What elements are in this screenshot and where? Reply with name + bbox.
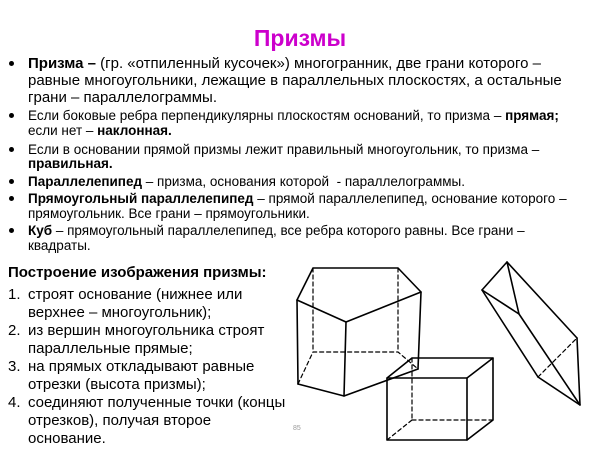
pentagonal-prism-drawing [297, 268, 421, 396]
bullet-marker [9, 228, 14, 233]
definition-term: Куб [28, 222, 53, 238]
definition-text: квадраты. [28, 237, 91, 253]
visible-edge [298, 369, 418, 396]
step-number: 3. [8, 358, 21, 375]
bullet-marker [9, 113, 14, 118]
bullet-marker [9, 196, 14, 201]
definition-line [28, 89, 217, 106]
step-line: основание. [28, 430, 106, 447]
cube-drawing [387, 358, 493, 440]
definition-text: если нет – [28, 123, 98, 138]
visible-edge [344, 322, 346, 396]
definition-line [28, 174, 465, 189]
step-line: на прямых откладывают равные [28, 358, 255, 375]
bullet-marker [9, 179, 14, 184]
definition-line [28, 142, 539, 157]
hidden-edge [298, 352, 418, 384]
definition-term: наклонная. [97, 123, 172, 138]
visible-edge [467, 358, 493, 440]
visible-edge [519, 314, 580, 405]
definition-text: Если боковые ребра перпендикулярны плоскостям оснований, то призма – [28, 108, 506, 123]
step-line: отрезков), получая второе [28, 412, 212, 429]
definition-term: правильная. [28, 155, 113, 171]
visible-edge [482, 290, 538, 377]
construction-heading: Построение изображения призмы: [8, 264, 267, 281]
slide-title: Призмы [253, 25, 347, 51]
definition-line [28, 72, 562, 89]
definition-text: Если в основании прямой призмы лежит правильный многоугольник, то призма – [28, 141, 540, 157]
step-line: строят основание (нижнее или [28, 286, 243, 303]
definition-text: – прямоугольный параллелепипед, все ребра которого равны. Все грани – [52, 222, 525, 238]
definition-text: – прямой параллелепипед, основание которого – [253, 190, 567, 206]
definition-text: прямоугольник. Все грани – прямоугольники. [28, 205, 310, 221]
definition-text: (гр. «отпиленный кусочек») многогранник, две грани которого – [96, 55, 541, 72]
step-line: отрезки (высота призмы); [28, 376, 206, 393]
step-number: 1. [8, 286, 21, 303]
definition-line [28, 55, 541, 72]
top-base [297, 268, 421, 322]
definition-line [28, 108, 559, 123]
top-base [482, 262, 519, 314]
step-line: соединяют полученные точки (концы [28, 394, 286, 411]
definition-line [28, 123, 172, 138]
step-number: 4. [8, 394, 21, 411]
page-number: 85 [293, 425, 301, 432]
definition-term: Призма – [28, 55, 96, 72]
definition-term: Параллелепипед [28, 173, 143, 189]
hidden-edge [538, 338, 577, 377]
definition-text: – призма, основания которой - параллелограммы. [142, 173, 465, 189]
definition-line [28, 223, 525, 238]
definition-term: прямая; [505, 108, 559, 123]
definition-line [28, 238, 91, 253]
step-number: 2. [8, 322, 21, 339]
inclined-triangular-prism-drawing [482, 262, 580, 405]
step-line: верхнее – многоугольник); [28, 304, 212, 321]
step-line: из вершин многоугольника строят [28, 322, 265, 339]
bullet-marker [9, 147, 14, 152]
step-line: параллельные прямые; [28, 340, 193, 357]
visible-edge [538, 338, 580, 405]
front-face [387, 378, 467, 440]
definition-line [28, 191, 567, 206]
hidden-edge [387, 420, 412, 440]
visible-edge [297, 300, 298, 384]
definition-line [28, 206, 310, 221]
definition-term: Прямоугольный параллелепипед [28, 190, 254, 206]
visible-edge [507, 262, 577, 338]
visible-edge [418, 292, 421, 369]
definition-text: равные многоугольники, лежащие в параллельных плоскостях, а остальные [28, 72, 562, 89]
bullet-marker [9, 61, 14, 66]
visible-edge [387, 358, 493, 378]
definition-text: грани – параллелограммы. [28, 89, 217, 106]
definition-line [28, 156, 113, 171]
